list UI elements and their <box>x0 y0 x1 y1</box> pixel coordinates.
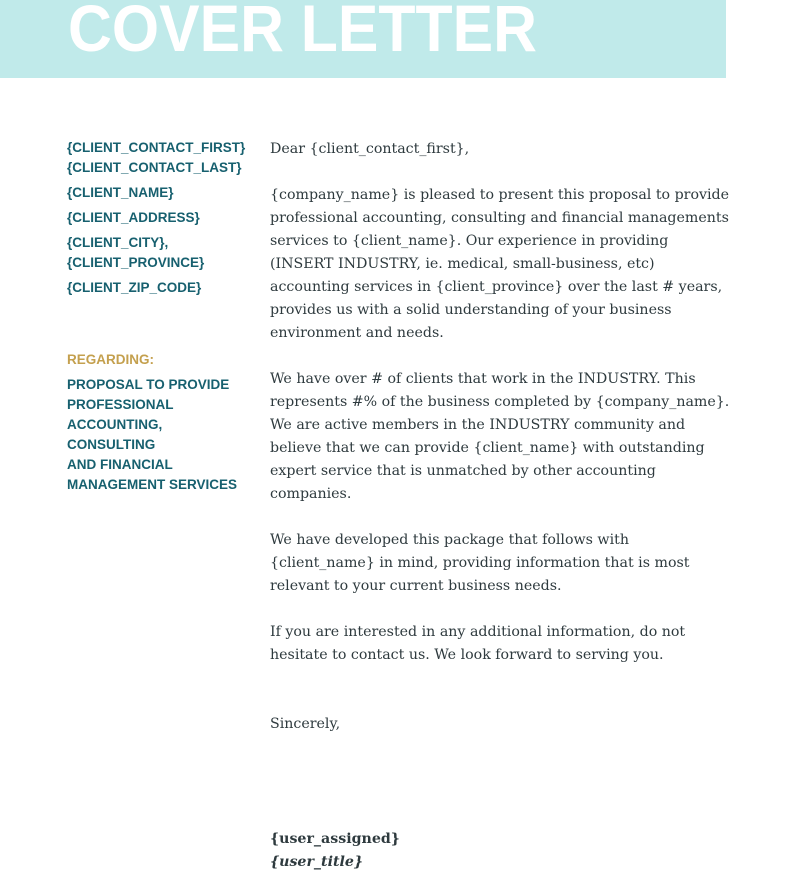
signature-block <box>270 828 400 874</box>
regarding-label: REGARDING: <box>67 352 154 367</box>
client-name: {CLIENT_NAME} <box>67 185 174 200</box>
page-title: COVER LETTER <box>68 0 537 65</box>
letter-paragraph-2: We have over # of clients that work in the INDUSTRY. This represents #% of the business completed by {company_name}. We are active members in the INDUSTRY community and believe that we can provide {client_name} with outstanding expert service that is unmatched by other accounting companies. <box>270 371 730 502</box>
client-address: {CLIENT_ADDRESS} <box>67 210 200 225</box>
regarding-line: PROFESSIONAL <box>67 397 174 412</box>
client-province: {CLIENT_PROVINCE} <box>67 255 205 270</box>
letter-paragraph-1: {company_name} is pleased to present this proposal to provide professional accounting, consulting and financial managements services to {client_name}. Our experience in providing (INSERT INDUSTRY, ie. medical, small-business, etc) accounting services in {client_province} over the last # years, provides us with a solid understanding of your business environment and needs. <box>270 187 730 341</box>
regarding-line: AND FINANCIAL <box>67 457 173 472</box>
letter-body <box>270 138 730 690</box>
letter-paragraph-4: If you are interested in any additional information, do not hesitate to contact us. We look forward to serving you. <box>270 624 686 663</box>
client-contact-block <box>67 138 247 178</box>
user-assigned: {user_assigned} <box>270 831 400 847</box>
regarding-line: ACCOUNTING, CONSULTING <box>67 417 163 452</box>
salutation: Dear {client_contact_first}, <box>270 141 470 157</box>
closing: Sincerely, <box>270 716 341 732</box>
user-title: {user_title} <box>270 854 364 870</box>
client-zip-code: {CLIENT_ZIP_CODE} <box>67 280 202 295</box>
client-info-sidebar <box>67 138 247 495</box>
client-contact-first: {CLIENT_CONTACT_FIRST} <box>67 140 246 155</box>
client-city-province-block <box>67 233 247 273</box>
client-city: {CLIENT_CITY}, <box>67 235 169 250</box>
letter-paragraph-3: We have developed this package that follows with {client_name} in mind, providing information that is most relevant to your current business needs. <box>270 532 690 594</box>
regarding-line: PROPOSAL TO PROVIDE <box>67 377 230 392</box>
client-contact-last: {CLIENT_CONTACT_LAST} <box>67 160 242 175</box>
regarding-text <box>67 375 247 495</box>
header-banner <box>0 0 726 78</box>
regarding-line: MANAGEMENT SERVICES <box>67 477 238 492</box>
